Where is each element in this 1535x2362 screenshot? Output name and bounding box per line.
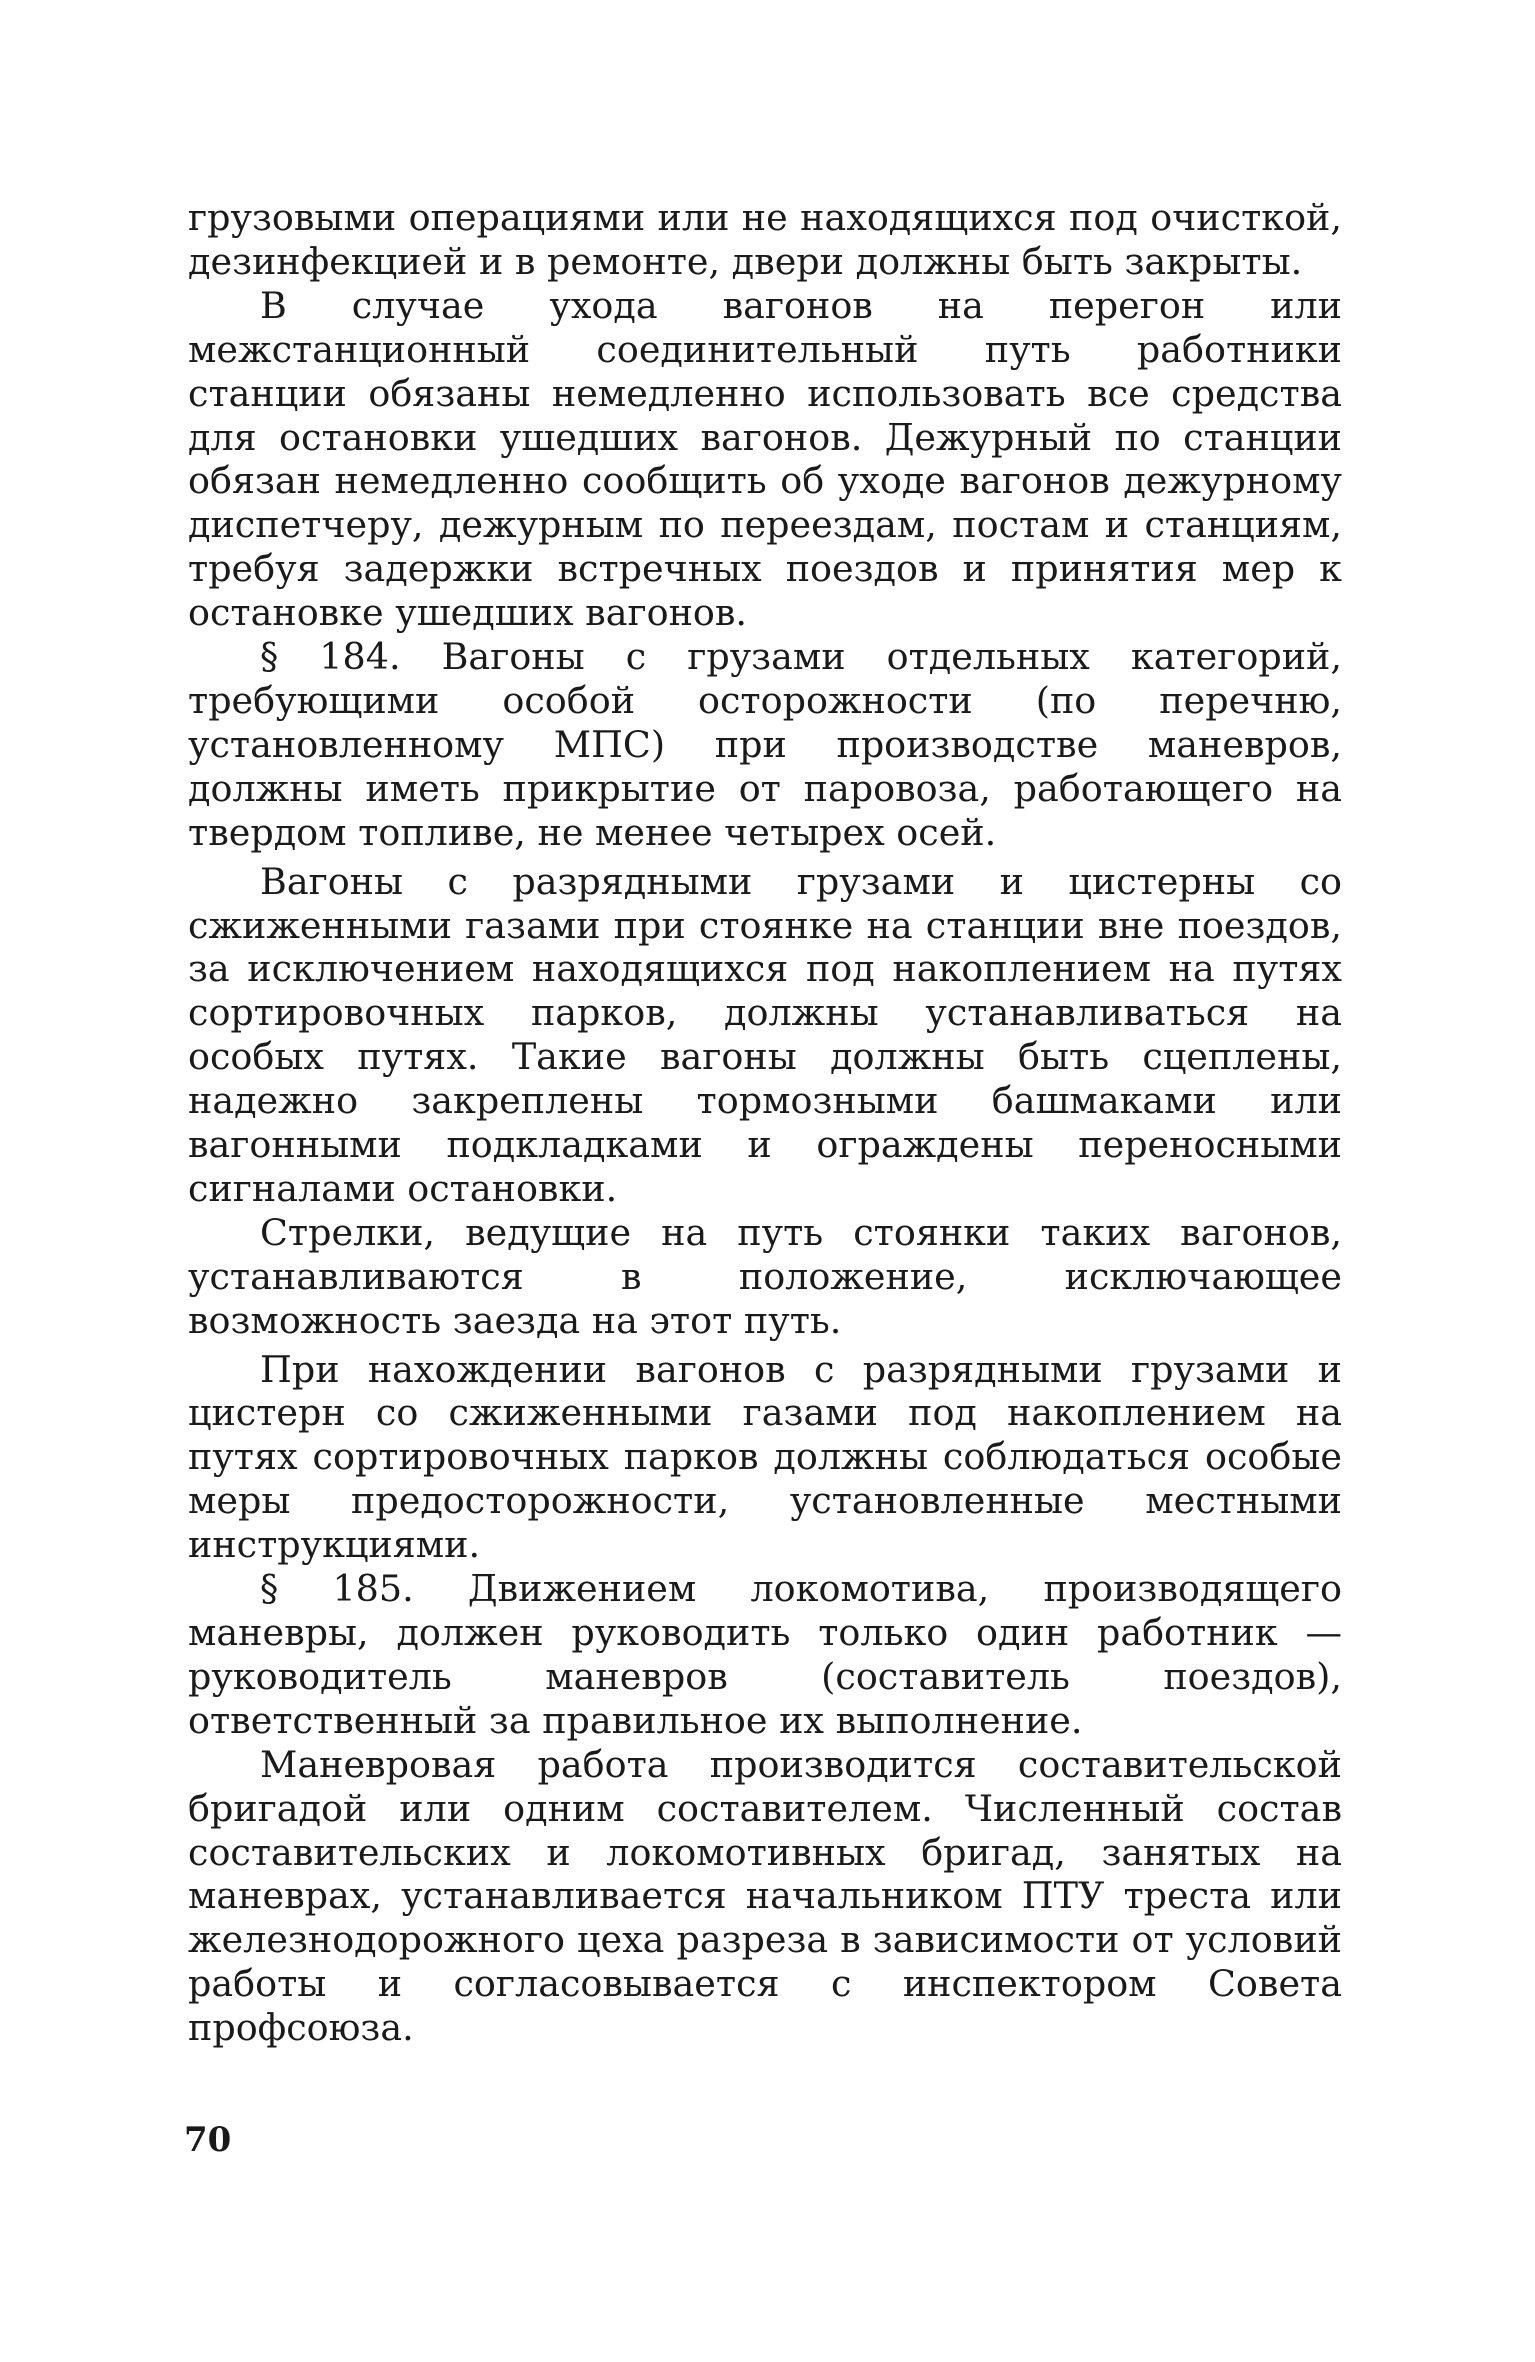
text-column (188, 196, 1342, 2050)
paragraph-precautions: При нахождении вагонов с разрядными грузами и цистерн со сжиженными газами под накоплением на путях сортировочных парков должны соблюдаться особые меры предосторожности, установленные местными инструкциями. (188, 1347, 1342, 1567)
paragraph-section-184: § 184. Вагоны с грузами отдельных категорий, требующими особой осторожности (по перечню, установленному МПС) при производстве маневров, должны иметь прикрытие от паровоза, работающего на твердом топливе, не менее четырех осей. (188, 635, 1342, 854)
paragraph-section-185: § 185. Движением локомотива, производящего маневры, должен руководить только один работник — руководитель маневров (составитель поездов), ответственный за правильное их выполнение. (188, 1567, 1342, 1742)
paragraph-shunting-crew: Маневровая работа производится составительской бригадой или одним составителем. Численный состав составительских и локомотивных бригад, занятых на маневрах, устанавливается начальником ПТУ треста или железнодорожного цеха разреза в зависимости от условий работы и согласовывается с инспектором Совета профсоюза. (188, 1742, 1342, 2050)
paragraph-runaway-wagons: В случае ухода вагонов на перегон или межстанционный соединительный путь работники станции обязаны немедленно использовать все средства для остановки ушедших вагонов. Дежурный по станции обязан немедленно сообщить об уходе вагонов дежурному диспетчеру, дежурным по переездам, постам и станциям, требуя задержки встречных поездов и принятия мер к остановке ушедших вагонов. (188, 283, 1342, 635)
page-number: 70 (184, 2120, 232, 2160)
paragraph-continuation: грузовыми операциями или не находящихся под очисткой, дезинфекцией и в ремонте, двери должны быть закрыты. (188, 196, 1342, 283)
paragraph-switches: Стрелки, ведущие на путь стоянки таких вагонов, устанавливаются в положение, исключающее возможность заезда на этот путь. (188, 1210, 1342, 1342)
paragraph-hazardous-cargo: Вагоны с разрядными грузами и цистерны со сжиженными газами при стоянке на станции вне поездов, за исключением находящихся под накоплением на путях сортировочных парков, должны устанавливаться на особых путях. Такие вагоны должны быть сцеплены, надежно закреплены тормозными башмаками или вагонными подкладками и ограждены переносными сигналами остановки. (188, 859, 1342, 1210)
